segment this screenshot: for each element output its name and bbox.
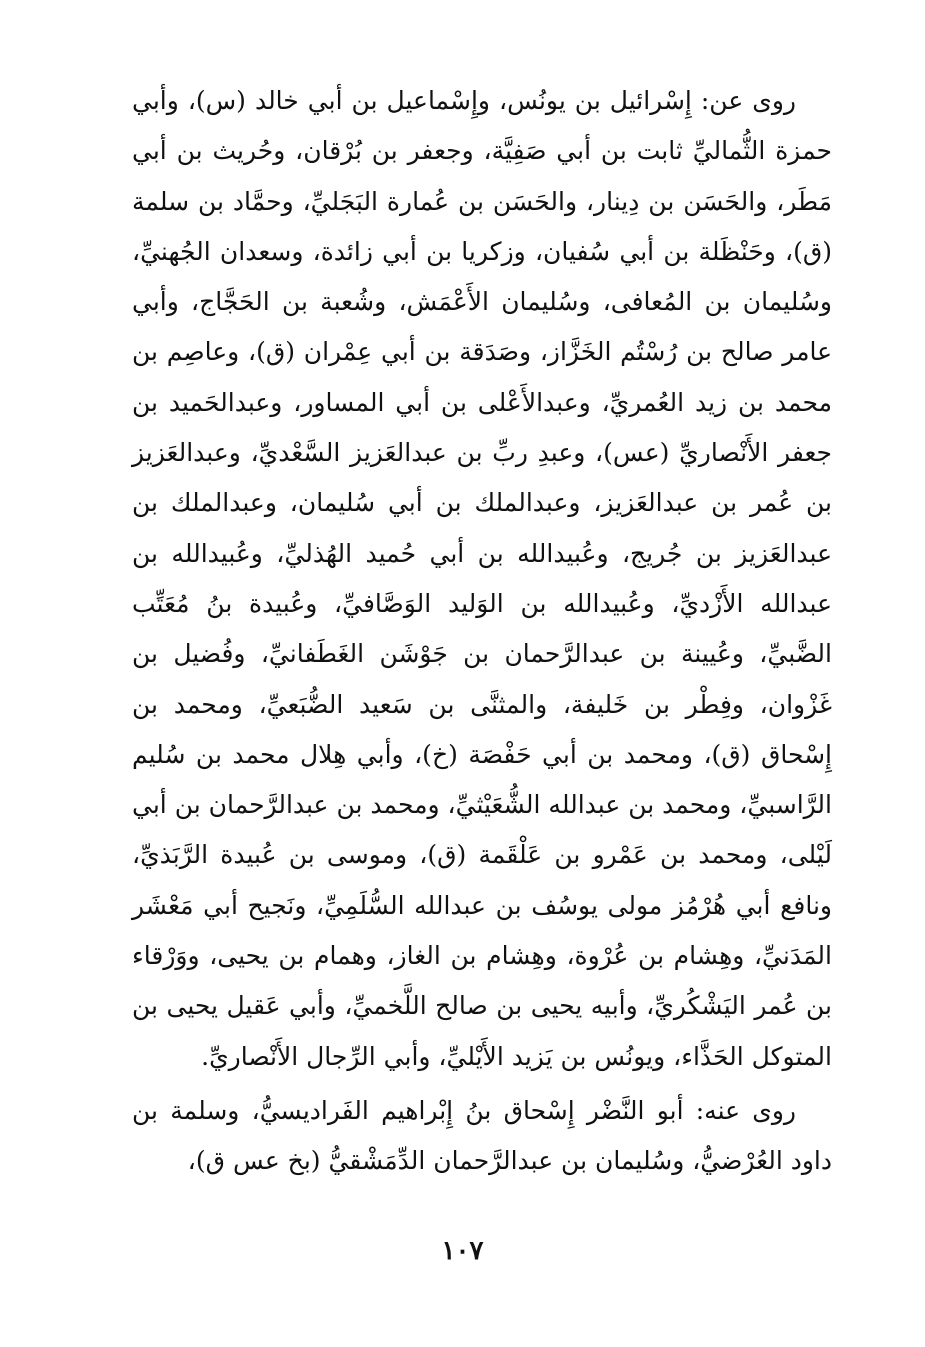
- narrated-from-paragraph: روى عن: إِسْرائيل بن يونُس، وإِسْماعيل بن أبي خالد (س)، وأبي حمزة الثُّماليِّ ثابت بن أبي صَفِيَّة، وجعفر بن بُرْقان، وحُريث بن أبي مَطَر، والحَسَن بن دِينار، والحَسَن بن عُمارة البَجَليِّ، وحمَّاد بن سلمة (ق)، وحَنْظَلة بن أبي سُفيان، وزكريا بن أبي زائدة، وسعدان الجُهنيِّ، وسُليمان بن المُعافى، وسُليمان الأَعْمَش، وشُعبة بن الحَجَّاج، وأبي عامر صالح بن رُسْتُم الخَزَّاز، وصَدَقة بن أبي عِمْران (ق)، وعاصِم بن محمد بن زيد العُمريِّ، وعبدالأَعْلى بن أبي المساور، وعبدالحَميد بن جعفر الأَنْصاريِّ (عس)، وعبدِ ربِّ بن عبدالعَزيز السَّعْديِّ، وعبدالعَزيز بن عُمر بن عبدالعَزيز، وعبدالملك بن أبي سُليمان، وعبدالملك بن عبدالعَزيز بن جُريج، وعُبيدالله بن أبي حُميد الهُذليِّ، وعُبيدالله بن عبدالله الأَزْديِّ، وعُبيدالله بن الوَليد الوَصَّافيِّ، وعُبيدة بنُ مُعَتِّب الضَّبيِّ، وعُيينة بن عبدالرَّحمان بن جَوْشَن الغَطَفانيِّ، وفُضيل بن غَزْوان، وفِطْر بن خَليفة، والمثنَّى بن سَعيد الضُّبَعيِّ، ومحمد بن إِسْحاق (ق)، ومحمد بن أبي حَفْصَة (خ)، وأبي هِلال محمد بن سُليم الرَّاسبيِّ، ومحمد بن عبدالله الشُّعَيْثيِّ، ومحمد بن عبدالرَّحمان بن أبي لَيْلى، ومحمد بن عَمْرو بن عَلْقَمة (ق)، وموسى بن عُبيدة الرَّبَذيِّ، ونافع أبي هُرْمُز مولى يوسُف بن عبدالله السُّلَمِيِّ، ونَجيح أبي مَعْشَر المَدَنيِّ، وهِشام بن عُرْوة، وهِشام بن الغاز، وهمام بن يحيى، ووَرْقاء بن عُمر اليَشْكُريِّ، وأبيه يحيى بن صالح اللَّخميِّ، وأبي عَقيل يحيى بن المتوكل الحَذَّاء، ويونُس بن يَزيد الأَيْليِّ، وأبي الرِّجال الأَنْصاريِّ.: [132, 86, 832, 1071]
- biography-text: [132, 76, 832, 1187]
- page-number: ١٠٧: [441, 1236, 484, 1266]
- narrated-by-paragraph: روى عنه: أبو النَّضْر إِسْحاق بنُ إِبْراهيم الفَراديسيُّ، وسلمة بن داود العُرْضيُّ، وسُليمان بن عبدالرَّحمان الدِّمَشْقيُّ (بخ عس ق)،: [132, 1095, 832, 1176]
